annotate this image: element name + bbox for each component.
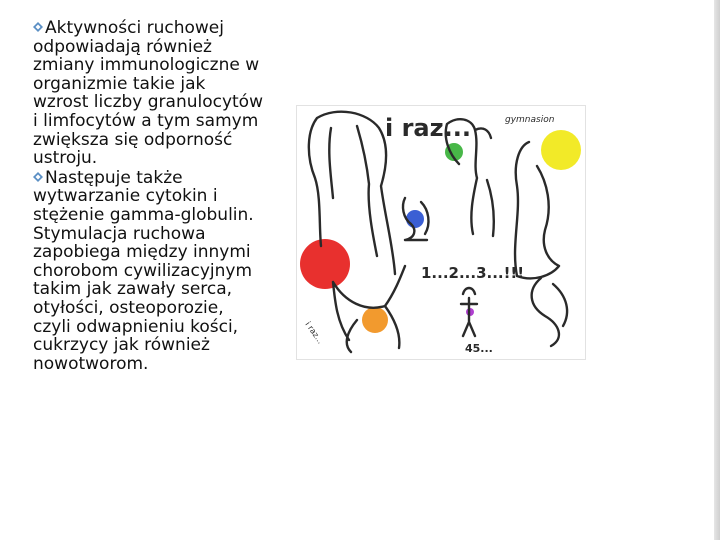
exercise-illustration [296, 105, 586, 360]
caption-bottom: 45... [465, 342, 493, 355]
caption-count: 1...2...3...!!! [421, 264, 525, 282]
paragraph-cytokines [33, 168, 265, 374]
exercise-drawing [297, 106, 585, 359]
caption-top: i raz... [385, 114, 471, 142]
caption-gym: gymnasion [505, 115, 555, 125]
diamond-bullet-icon [33, 168, 43, 178]
red-circle [300, 239, 350, 289]
slide-frame-edge [714, 0, 720, 540]
blue-circle [406, 210, 424, 228]
paragraph-text: Następuje także wytwarzanie cytokin i stężenie gamma-globulin. Stymulacja ruchowa zapobiega między innymi chorobom cywilizacyjnym takim jak zawały serca, otyłości, osteoporozie, czyli odwapnieniu kości, cukrzycy jak również nowotworom. [33, 167, 254, 374]
paragraph-immunology [33, 18, 265, 168]
small-figure [461, 288, 477, 336]
paragraph-text: Aktywności ruchowej odpowiadają również zmiany immunologiczne w organizmie takie jak wzrost liczby granulocytów i limfocytów a tym samym zwiększa się odporność ustroju. [33, 18, 263, 169]
orange-circle [362, 307, 388, 333]
caption-side: i raz... [303, 319, 325, 346]
yellow-circle [541, 130, 581, 170]
resting-figure [532, 278, 567, 346]
body-text [33, 18, 265, 373]
diamond-bullet-icon [33, 18, 43, 28]
